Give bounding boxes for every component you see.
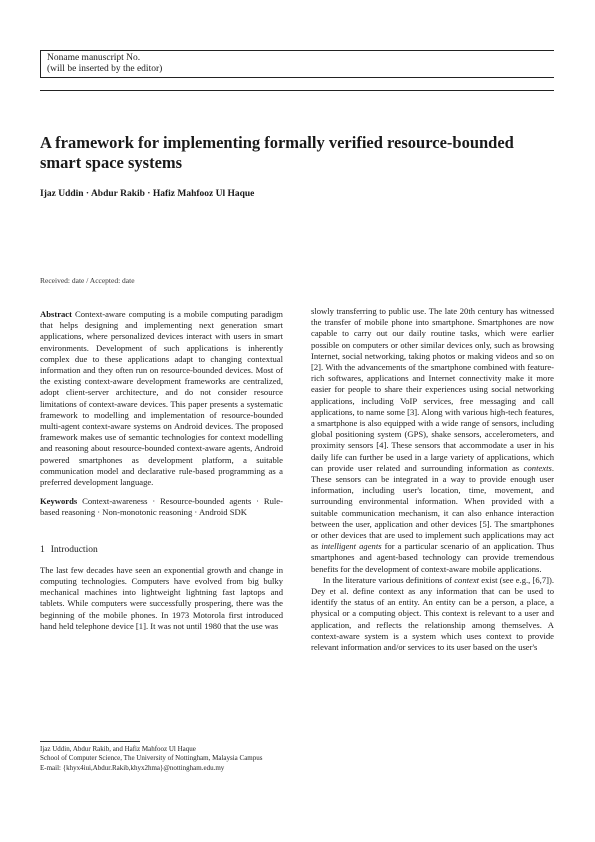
section-number: 1 [40, 544, 45, 555]
footnote-rule [40, 741, 140, 742]
emphasis-contexts: contexts [523, 462, 552, 473]
paper-title: A framework for implementing formally verified resource-bounded smart space systems [40, 133, 514, 172]
intro-paragraph: The last few decades have seen an exponential growth and change in computing technologies. Computers have evolved from big bulky mechanical machines into lightweight lightning fast laptops and tablets. While computers were successfully prospering, there was the beginning of the mobile phones. In 1973 Motorola first introduced hand held telephone device [1]. It was not until 1980 that the use was [40, 564, 283, 631]
body-text: for a particular scenario of an application. Thus smartphones and agent-based technology can provide tremendous benefits for the development of context-aware mobile applications. [311, 541, 554, 574]
abstract-label: Abstract [40, 309, 72, 319]
body-text: In the literature various definitions of [323, 574, 455, 585]
footnote-affiliation: School of Computer Science, The University of Nottingham, Malaysia Campus [40, 754, 263, 763]
emphasis-intelligent-agents: intelligent agents [321, 541, 382, 552]
body-text: slowly transferring to public use. The late 20th century has witnessed the transfer of mobile phone into smartphone. Smartphones are now capable to carry out our daily routine tasks, which were earlier possible on computers or other similar devices only, such as browsing Internet, social networking, taking photos or making videos and so on [2]. With the advancements of the smartphone combined with feature-rich softwares, applications and Internet connectivity make it more easier for people to share their experiences using social networking applications, including VoIP services, free messaging and call applications, to name some [3]. Along with various high-tech features, a smartphone is also equipped with a wide range of sensors, including global positioning system (GPS), shake sensors, accelerometers, and proximity sensors [4]. These sensors that accommodate a user in his daily life can further be used in a large variety of applications, which can provide user related and surrounding information as [311, 306, 554, 473]
body-paragraph-2 [311, 575, 554, 653]
section-heading [40, 545, 283, 556]
body-text: . These sensors can be integrated in a way to provide enough user information, including user's location, time, movement, and surrounding environmental information. When provided with a suitable communication mechanism, it can also enhance interaction between the user, application and other devices [5]. The smartphones or other devices that are used to implement such applications may act as [311, 462, 554, 552]
emphasis-context: context [454, 574, 480, 585]
manuscript-number: Noname manuscript No. [47, 53, 141, 63]
keywords-label: Keywords [40, 496, 78, 507]
body-paragraph-1 [311, 306, 554, 575]
keywords-text: Context-awareness · Resource-bounded agents · Rule-based reasoning · Non-monotonic reasoning · Android SDK [40, 496, 283, 518]
footnote [40, 745, 290, 773]
manuscript-box [40, 50, 554, 78]
author-list: Ijaz Uddin · Abdur Rakib · Hafiz Mahfooz Ul Haque [40, 189, 255, 199]
keywords [40, 496, 283, 518]
right-column [311, 306, 554, 653]
left-column [40, 309, 283, 632]
manuscript-note: (will be inserted by the editor) [47, 64, 163, 74]
body-text: exist (see e.g., [6,7]). Dey et al. define context as any information that can be used to identify the status of an entity. An entity can be a person, a place, a physical or a computing object. This context is relevant to a user and application, and reflects the relationship among themselves. A context-aware system is a system which uses context to provide relevant information and/or services to its user based on the user's [311, 574, 554, 653]
received-date: Received: date / Accepted: date [40, 276, 135, 285]
footnote-email: E-mail: {khyx4iui,Abdur.Rakib,khyx2hma}@nottingham.edu.my [40, 763, 225, 772]
section-title: Introduction [50, 544, 98, 555]
header-rule [40, 90, 554, 91]
abstract [40, 309, 283, 488]
footnote-authors: Ijaz Uddin, Abdur Rakib, and Hafiz Mahfooz Ul Haque [40, 745, 196, 753]
abstract-text: Context-aware computing is a mobile computing paradigm that helps designing and implementing next generation smart applications, where personalized devices interact with users in smart environments. Development of such applications is inherently complex due to these applications adapt to changing contextual information and they often run on resource-bounded devices. Most of the existing context-aware development frameworks are centralized, adopt client-server architecture, and do not consider resource limitations of context-aware devices. This paper presents a systematic framework to modelling and implementation of resource-bounded multi-agent context-aware systems on Android devices. The proposed framework makes use of semantic technologies for context modelling and reasoning about resource-bounded context-aware agents, Android powered smartphones as development platform, a suitable communication model and declarative rule-based programming as a preferred development language. [40, 309, 283, 488]
